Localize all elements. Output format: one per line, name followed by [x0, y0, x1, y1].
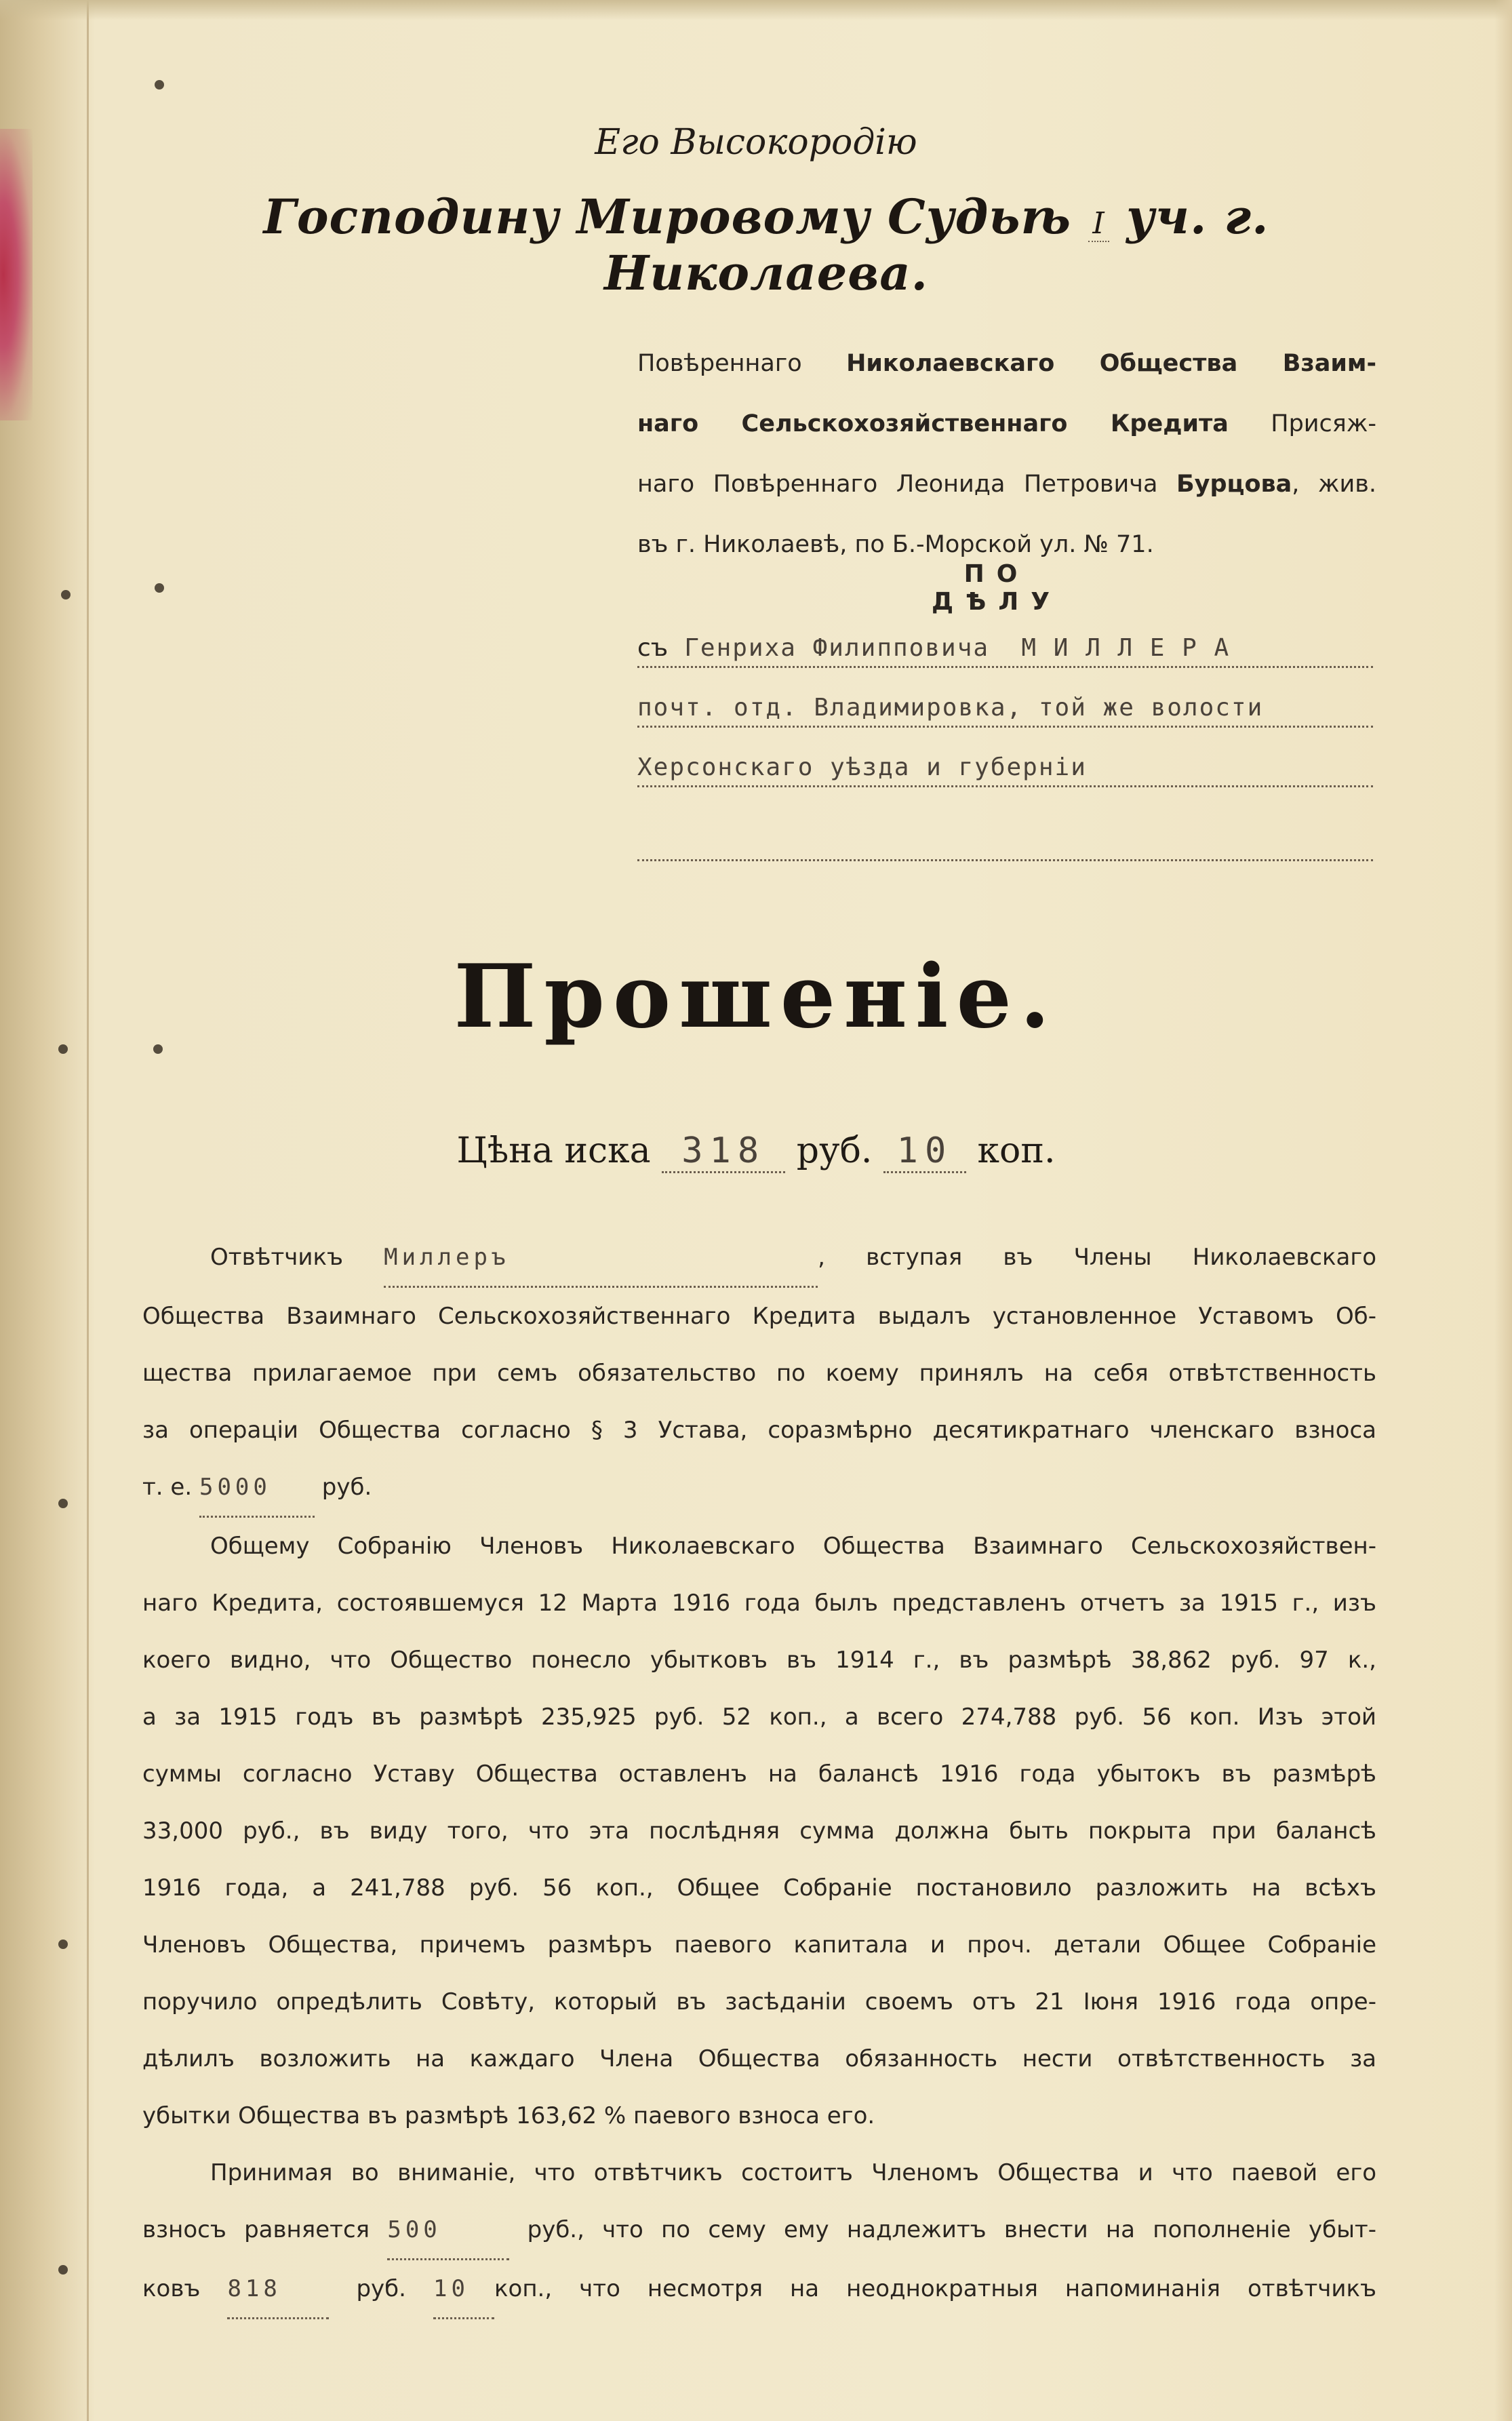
body-text: ковъ: [142, 2275, 201, 2302]
defendant-district-typed: Херсонскаго уѣзда и губерніи: [637, 753, 1087, 781]
claim-label: Цѣна иска: [456, 1130, 651, 1171]
attorney-line-1: [637, 334, 1376, 394]
address-line-2-b: уч. г. Николаева.: [604, 189, 1269, 301]
body-line: Общества Взаимнаго Сельскохозяйственнаго Кредита выдалъ установленное Уставомъ Об-: [142, 1303, 1376, 1330]
case-heading: ПО ДѢЛУ: [932, 560, 1062, 616]
right-edge-shadow: [1494, 0, 1512, 2421]
attorney-text: Повѣреннаго: [637, 350, 847, 377]
body-line: дѣлилъ возложить на каждаго Члена Общества обязанность нести отвѣтственность за: [142, 2045, 1376, 2072]
case-prefix: съ: [637, 634, 669, 662]
society-name-cont: наго Сельскохозяйственнаго Кредита: [637, 410, 1229, 437]
attorney-line-4: въ г. Николаевѣ, по Б.-Морской ул. № 71.: [637, 531, 1154, 558]
body-text: Отвѣтчикъ: [210, 1244, 343, 1271]
attorney-line-3: [637, 454, 1376, 515]
claim-rub-value: 318: [662, 1130, 785, 1173]
binding-hole: [58, 2265, 68, 2275]
binding-hole: [61, 590, 71, 599]
body-line: поручило опредѣлить Совѣту, который въ засѣданіи своемъ отъ 21 Іюня 1916 года опре-: [142, 1988, 1376, 2015]
loss-rub-fill: 818: [227, 2260, 329, 2319]
attorney-text: , жив.: [1292, 471, 1376, 498]
body-line: [142, 2260, 1376, 2319]
body-text: руб., что по сему ему надлежитъ внести на пополненіе убыт-: [527, 2216, 1376, 2243]
loss-kop-fill: 10: [433, 2260, 494, 2319]
address-line-2-a: Господину Мировому Судьѣ: [263, 189, 1071, 245]
address-line-2: [136, 189, 1397, 301]
address-line-1: Его Высокородію: [595, 122, 917, 163]
body-line: Общему Собранію Членовъ Николаевскаго Общества Взаимнаго Сельскохозяйствен-: [210, 1533, 1376, 1560]
attorney-line-2: [637, 394, 1376, 454]
attorney-text: наго Повѣреннаго Леонида Петровича: [637, 471, 1176, 498]
body-text: руб.: [356, 2275, 406, 2302]
binding-hole: [58, 1499, 68, 1508]
binding-hole: [155, 583, 164, 593]
body-line: Принимая во вниманіе, что отвѣтчикъ состоитъ Членомъ Общества и что паевой его: [210, 2159, 1376, 2186]
body-line: 33,000 руб., въ виду того, что эта послѣдняя сумма должна быть покрыта при балансѣ: [142, 1817, 1376, 1845]
fold-line: [87, 0, 89, 2421]
body-line: наго Кредита, состоявшемуся 12 Марта 1916 года былъ представленъ отчетъ за 1915 г., изъ: [142, 1590, 1376, 1617]
share-amount-fill: 500: [387, 2201, 509, 2260]
body-line: щества прилагаемое при семъ обязательство по коему принялъ на себя отвѣтственность: [142, 1360, 1376, 1387]
attorney-text: Присяж-: [1228, 410, 1376, 437]
body-text: взносъ равняется: [142, 2216, 370, 2243]
body-line: суммы согласно Уставу Общества оставленъ на балансѣ 1916 года убытокъ въ размѣрѣ: [142, 1760, 1376, 1788]
binding-hole: [58, 1940, 68, 1949]
document-title: Прошеніе.: [454, 946, 1058, 1048]
body-line: за операціи Общества согласно § 3 Устава, соразмѣрно десятикратнаго членскаго взноса: [142, 1417, 1376, 1444]
claim-price: [0, 1130, 1512, 1173]
society-name: Николаевскаго Общества Взаим-: [846, 350, 1376, 377]
defendant-address-typed: почт. отд. Владимировка, той же волости: [637, 694, 1264, 722]
defendant-name-fill: Миллеръ: [384, 1229, 818, 1288]
case-line-3: [637, 747, 1373, 787]
liability-amount-fill: 5000: [199, 1459, 315, 1518]
top-edge-shadow: [0, 0, 1512, 20]
defendant-name-typed: Генриха Филипповича М И Л Л Е Р А: [684, 634, 1231, 662]
attorney-block: [637, 334, 1376, 575]
claim-kop-label: коп.: [977, 1130, 1056, 1171]
body-line: 1916 года, а 241,788 руб. 56 коп., Общее Собраніе постановило разложить на всѣхъ: [142, 1874, 1376, 1902]
body-line: коего видно, что Общество понесло убытковъ въ 1914 г., въ размѣрѣ 38,862 руб. 97 к.,: [142, 1647, 1376, 1674]
case-line-1: [637, 627, 1373, 668]
claim-rub-label: руб.: [796, 1130, 873, 1171]
body-line: [142, 1229, 1376, 1288]
body-text: т. е.: [142, 1474, 193, 1501]
court-section-number: I: [1088, 206, 1109, 242]
case-line-4-blank: [637, 821, 1373, 861]
body-line: [142, 2201, 1376, 2260]
body-line: Членовъ Общества, причемъ размѣръ паевого капитала и проч. детали Общее Собраніе: [142, 1931, 1376, 1959]
case-line-2: [637, 687, 1373, 728]
binding-hole: [155, 80, 164, 90]
body-text: руб.: [321, 1474, 372, 1501]
body-line: убытки Общества въ размѣрѣ 163,62 % паевого взноса его.: [142, 2102, 875, 2129]
claim-kop-value: 10: [883, 1130, 966, 1173]
red-seal-stain: [0, 129, 33, 420]
body-text: коп., что несмотря на неоднократныя напоминанія отвѣтчикъ: [494, 2275, 1377, 2302]
body-line: [142, 1459, 1376, 1518]
body-text: , вступая въ Члены Николаевскаго: [818, 1244, 1377, 1271]
attorney-surname: Бурцова: [1176, 471, 1292, 498]
petition-body: [142, 1229, 1376, 2319]
body-line: а за 1915 годъ въ размѣрѣ 235,925 руб. 52 коп., а всего 274,788 руб. 56 коп. Изъ этой: [142, 1704, 1376, 1731]
